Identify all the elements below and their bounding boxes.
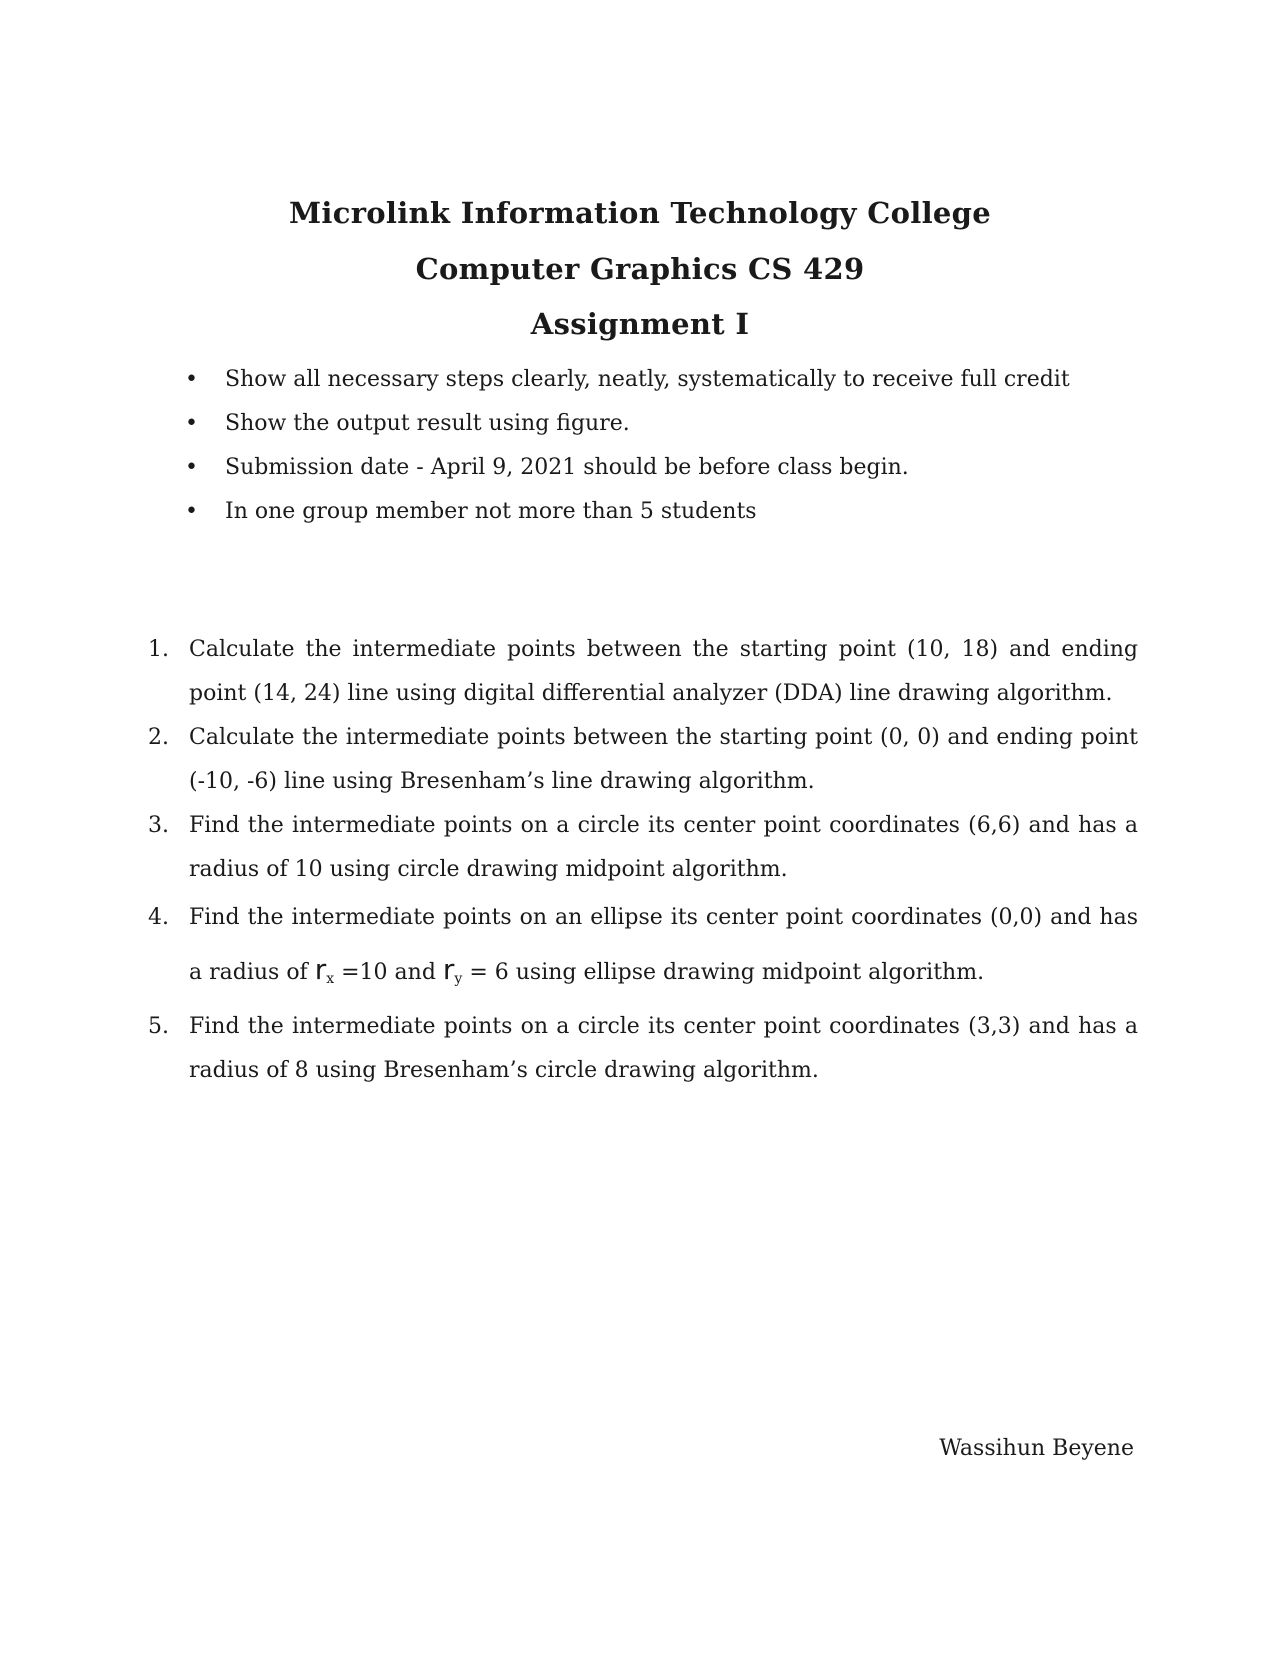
instruction-text: Submission date - April 9, 2021 should be before class begin. <box>225 455 909 480</box>
question-text-part-a: Find the intermediate points on an ellipse its center point coordinates (0,0) and has a radius of <box>189 905 1138 985</box>
question-number: 2. <box>148 725 169 750</box>
bullet-icon: • <box>185 411 198 436</box>
question-item <box>148 804 1138 892</box>
bullet-icon: • <box>185 367 198 392</box>
ry-subscript: y <box>454 971 463 987</box>
question-item <box>148 628 1138 716</box>
question-text: Calculate the intermediate points between the starting point (0, 0) and ending point (-10, -6) line using Bresenham’s line drawing algorithm. <box>189 725 1138 794</box>
question-number: 4. <box>148 905 169 930</box>
instruction-item <box>180 446 1100 490</box>
instruction-text: Show all necessary steps clearly, neatly, systematically to receive full credit <box>225 367 1070 392</box>
question-text: Find the intermediate points on a circle its center point coordinates (6,6) and has a radius of 10 using circle drawing midpoint algorithm. <box>189 813 1138 882</box>
bullet-icon: • <box>185 499 198 524</box>
instruction-text: Show the output result using figure. <box>225 411 630 436</box>
college-title: Microlink Information Technology College <box>289 196 991 230</box>
question-number: 3. <box>148 813 169 838</box>
instruction-item <box>180 490 1100 534</box>
question-text: Find the intermediate points on a circle its center point coordinates (3,3) and has a radius of 8 using Bresenham’s circle drawing algorithm. <box>189 1014 1138 1083</box>
ry-symbol: r <box>442 953 455 986</box>
rx-subscript: x <box>326 971 335 987</box>
questions-list <box>148 628 1138 1093</box>
question-item <box>148 892 1138 1005</box>
instructions-list <box>180 358 1100 534</box>
author-signature: Wassihun Beyene <box>939 1436 1134 1461</box>
bullet-icon: • <box>185 455 198 480</box>
assignment-title: Assignment I <box>530 307 750 341</box>
question-item <box>148 716 1138 804</box>
question-text: Calculate the intermediate points between the starting point (10, 18) and ending point (14, 24) line using digital differential analyzer (DDA) line drawing algorithm. <box>189 637 1138 706</box>
question-number: 5. <box>148 1014 169 1039</box>
rx-symbol: r <box>314 953 327 986</box>
question-text-part-b: =10 and <box>334 960 443 985</box>
course-title: Computer Graphics CS 429 <box>415 252 865 286</box>
question-text-part-c: = 6 using ellipse drawing midpoint algorithm. <box>462 960 985 985</box>
question-number: 1. <box>148 637 169 662</box>
instruction-item <box>180 358 1100 402</box>
instruction-item <box>180 402 1100 446</box>
question-item <box>148 1005 1138 1093</box>
instruction-text: In one group member not more than 5 students <box>225 499 757 524</box>
